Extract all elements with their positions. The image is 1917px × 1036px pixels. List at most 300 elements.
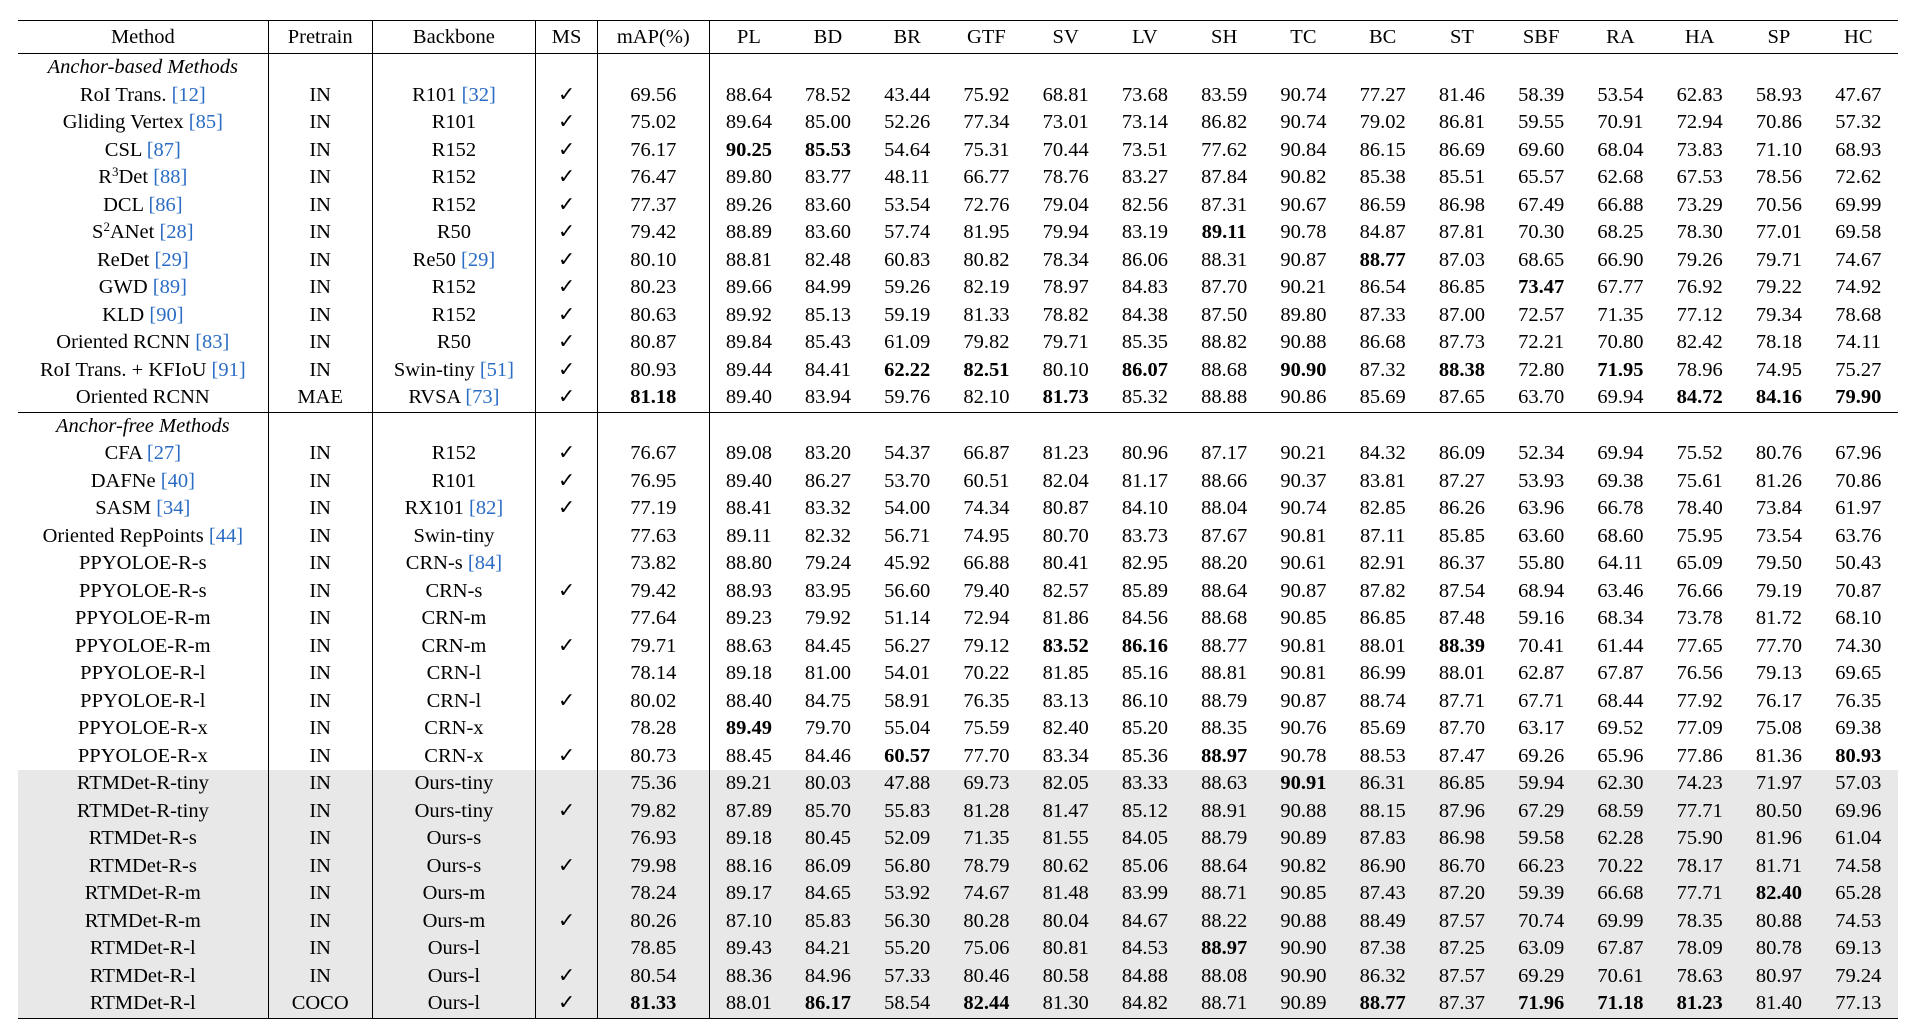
ms-check-cell bbox=[536, 468, 598, 496]
class-ap-cell: 81.30 bbox=[1026, 990, 1105, 1018]
map-cell: 78.85 bbox=[598, 935, 709, 963]
class-ap-cell: 70.56 bbox=[1755, 193, 1802, 216]
class-ap-cell: 87.17 bbox=[1201, 442, 1248, 464]
pretrain-cell: MAE bbox=[268, 384, 372, 412]
method-cell bbox=[18, 935, 268, 963]
class-ap-cell: 77.71 bbox=[1660, 798, 1739, 826]
class-ap-cell: 88.77 bbox=[1359, 248, 1406, 271]
class-ap-cell: 85.32 bbox=[1121, 386, 1168, 408]
method-cell bbox=[18, 495, 268, 523]
class-ap-cell: 88.39 bbox=[1438, 634, 1485, 657]
ms-check-cell bbox=[536, 192, 598, 220]
table-row bbox=[18, 798, 1898, 826]
class-ap-cell: 84.41 bbox=[804, 358, 851, 381]
table-row bbox=[18, 302, 1898, 330]
class-ap-cell: 84.87 bbox=[1359, 221, 1406, 243]
table-row bbox=[18, 853, 1898, 881]
class-ap-cell: 80.93 bbox=[1835, 744, 1882, 767]
class-ap-cell: 87.27 bbox=[1438, 469, 1485, 492]
citation-link[interactable]: [29] bbox=[461, 248, 496, 271]
class-ap-cell: 88.88 bbox=[1201, 386, 1248, 408]
class-ap-cell: 69.94 bbox=[1597, 442, 1644, 464]
class-ap-cell: 66.68 bbox=[1581, 880, 1660, 908]
class-ap-cell: 90.81 bbox=[1280, 634, 1327, 657]
backbone-name: Ours-m bbox=[422, 909, 486, 932]
map-cell: 80.87 bbox=[598, 329, 709, 357]
class-ap-cell: 85.53 bbox=[804, 138, 851, 161]
column-header: BC bbox=[1343, 21, 1422, 54]
class-ap-cell: 79.40 bbox=[963, 579, 1010, 602]
class-ap-cell: 87.10 bbox=[709, 908, 788, 936]
column-header: Backbone bbox=[372, 21, 535, 54]
method-cell bbox=[18, 688, 268, 716]
class-ap-cell: 74.67 bbox=[1835, 248, 1882, 271]
backbone-name: CRN-m bbox=[421, 607, 487, 629]
backbone-name: CRN-s bbox=[425, 579, 483, 602]
class-ap-cell: 78.76 bbox=[1042, 166, 1089, 188]
class-ap-cell: 89.80 bbox=[725, 166, 772, 188]
class-ap-cell: 82.04 bbox=[1042, 469, 1089, 492]
class-ap-cell: 55.80 bbox=[1518, 552, 1565, 574]
ms-check-cell bbox=[536, 550, 598, 578]
class-ap-cell: 82.40 bbox=[1042, 717, 1089, 739]
class-ap-cell: 88.45 bbox=[725, 744, 772, 767]
class-ap-cell: 88.01 bbox=[709, 990, 788, 1018]
citation-link[interactable]: [85] bbox=[188, 111, 223, 133]
class-ap-cell: 84.16 bbox=[1755, 386, 1802, 408]
citation-link[interactable]: [88] bbox=[153, 166, 188, 188]
table-row bbox=[18, 274, 1898, 302]
class-ap-cell: 80.88 bbox=[1739, 908, 1818, 936]
method-name: CSL bbox=[104, 138, 142, 161]
class-ap-cell: 73.29 bbox=[1676, 193, 1723, 216]
column-header: SH bbox=[1185, 21, 1264, 54]
backbone-name: R50 bbox=[436, 221, 472, 243]
class-ap-cell: 90.81 bbox=[1280, 524, 1327, 547]
backbone-cell bbox=[372, 192, 535, 220]
class-ap-cell: 75.59 bbox=[963, 717, 1010, 739]
class-ap-cell: 88.20 bbox=[1201, 552, 1248, 574]
class-ap-cell: 79.26 bbox=[1676, 248, 1723, 271]
backbone-cell bbox=[372, 329, 535, 357]
table-body bbox=[18, 54, 1898, 1019]
class-ap-cell: 78.63 bbox=[1660, 963, 1739, 991]
class-ap-cell: 90.76 bbox=[1280, 717, 1327, 739]
method-cell bbox=[18, 578, 268, 606]
check-icon: ✓ bbox=[558, 909, 576, 932]
class-ap-cell: 81.95 bbox=[963, 221, 1010, 243]
class-ap-cell: 86.69 bbox=[1438, 138, 1485, 161]
class-ap-cell: 88.64 bbox=[725, 83, 772, 106]
pretrain-cell: IN bbox=[268, 440, 372, 468]
class-ap-cell: 74.23 bbox=[1660, 770, 1739, 798]
class-ap-cell: 84.21 bbox=[788, 935, 867, 963]
class-ap-cell: 81.86 bbox=[1042, 607, 1089, 629]
class-ap-cell: 79.70 bbox=[804, 717, 851, 739]
class-ap-cell: 56.27 bbox=[884, 634, 931, 657]
method-name: RTMDet-R-s bbox=[88, 854, 197, 877]
class-ap-cell: 77.71 bbox=[1660, 880, 1739, 908]
class-ap-cell: 55.04 bbox=[884, 717, 931, 739]
citation-link[interactable]: [86] bbox=[148, 193, 183, 216]
class-ap-cell: 90.88 bbox=[1264, 908, 1343, 936]
class-ap-cell: 71.35 bbox=[1597, 303, 1644, 326]
method-cell bbox=[18, 440, 268, 468]
class-ap-cell: 80.62 bbox=[1026, 853, 1105, 881]
class-ap-cell: 69.38 bbox=[1835, 717, 1882, 739]
map-cell: 79.42 bbox=[598, 578, 709, 606]
class-ap-cell: 87.71 bbox=[1438, 689, 1485, 712]
class-ap-cell: 78.82 bbox=[1042, 303, 1089, 326]
citation-link[interactable]: [28] bbox=[159, 221, 194, 243]
class-ap-cell: 69.65 bbox=[1835, 662, 1882, 684]
class-ap-cell: 82.10 bbox=[963, 386, 1010, 408]
class-ap-cell: 62.83 bbox=[1676, 83, 1723, 106]
class-ap-cell: 83.20 bbox=[804, 442, 851, 464]
check-icon: ✓ bbox=[558, 497, 576, 519]
class-ap-cell: 88.22 bbox=[1185, 908, 1264, 936]
class-ap-cell: 77.70 bbox=[1755, 634, 1802, 657]
class-ap-cell: 68.25 bbox=[1597, 221, 1644, 243]
citation-link[interactable]: [27] bbox=[146, 442, 182, 464]
class-ap-cell: 78.96 bbox=[1676, 358, 1723, 381]
citation-link[interactable]: [91] bbox=[211, 358, 246, 381]
citation-link[interactable]: [83] bbox=[195, 331, 230, 353]
map-cell: 77.19 bbox=[598, 495, 709, 523]
class-ap-cell: 89.18 bbox=[709, 825, 788, 853]
class-ap-cell: 90.21 bbox=[1280, 442, 1327, 464]
map-cell: 73.82 bbox=[598, 550, 709, 578]
column-header: TC bbox=[1264, 21, 1343, 54]
class-ap-cell: 56.71 bbox=[884, 524, 931, 547]
class-ap-cell: 88.64 bbox=[1185, 853, 1264, 881]
class-ap-cell: 90.74 bbox=[1280, 111, 1327, 133]
backbone-name: Ours-l bbox=[427, 937, 481, 959]
backbone-cell bbox=[372, 468, 535, 496]
class-ap-cell: 85.00 bbox=[804, 111, 851, 133]
class-ap-cell: 84.75 bbox=[804, 689, 851, 712]
class-ap-cell: 85.16 bbox=[1121, 662, 1168, 684]
class-ap-cell: 88.81 bbox=[1201, 662, 1248, 684]
class-ap-cell: 81.55 bbox=[1026, 825, 1105, 853]
class-ap-cell: 88.68 bbox=[1201, 607, 1248, 629]
map-cell: 80.02 bbox=[598, 688, 709, 716]
citation-link[interactable]: [34] bbox=[156, 497, 191, 519]
class-ap-cell: 56.60 bbox=[884, 579, 931, 602]
class-ap-cell: 88.79 bbox=[1185, 825, 1264, 853]
class-ap-cell: 88.71 bbox=[1185, 990, 1264, 1018]
class-ap-cell: 71.95 bbox=[1597, 358, 1644, 381]
class-ap-cell: 84.46 bbox=[804, 744, 851, 767]
class-ap-cell: 84.05 bbox=[1105, 825, 1184, 853]
method-name: CFA bbox=[104, 442, 142, 464]
class-ap-cell: 72.94 bbox=[1676, 111, 1723, 133]
class-ap-cell: 86.31 bbox=[1343, 770, 1422, 798]
class-ap-cell: 88.15 bbox=[1343, 798, 1422, 826]
table-row bbox=[18, 660, 1898, 688]
check-icon: ✓ bbox=[558, 303, 576, 326]
class-ap-cell: 70.30 bbox=[1518, 221, 1565, 243]
backbone-name: Ours-l bbox=[427, 964, 481, 987]
class-ap-cell: 83.81 bbox=[1359, 469, 1406, 492]
map-cell: 75.36 bbox=[598, 770, 709, 798]
ms-check-cell bbox=[536, 935, 598, 963]
class-ap-cell: 86.85 bbox=[1422, 770, 1501, 798]
column-header: Method bbox=[18, 21, 268, 54]
class-ap-cell: 71.10 bbox=[1755, 138, 1802, 161]
column-header: mAP(%) bbox=[598, 21, 709, 54]
ms-check-cell bbox=[536, 963, 598, 991]
class-ap-cell: 72.57 bbox=[1518, 303, 1565, 326]
class-ap-cell: 83.13 bbox=[1042, 689, 1089, 712]
class-ap-cell: 57.74 bbox=[884, 221, 931, 243]
class-ap-cell: 88.40 bbox=[725, 689, 772, 712]
class-ap-cell: 90.25 bbox=[725, 138, 772, 161]
citation-link[interactable]: [73] bbox=[465, 386, 500, 408]
table-row bbox=[18, 468, 1898, 496]
backbone-cell bbox=[372, 109, 535, 137]
class-ap-cell: 86.81 bbox=[1438, 111, 1485, 133]
backbone-name: Ours-s bbox=[426, 827, 482, 849]
class-ap-cell: 89.26 bbox=[725, 193, 772, 216]
backbone-cell bbox=[372, 853, 535, 881]
method-name: RTMDet-R-s bbox=[88, 827, 197, 849]
class-ap-cell: 89.49 bbox=[725, 717, 772, 739]
class-ap-cell: 81.17 bbox=[1121, 469, 1168, 492]
ms-check-cell bbox=[536, 605, 598, 633]
class-ap-cell: 88.63 bbox=[1185, 770, 1264, 798]
citation-link[interactable]: [90] bbox=[149, 303, 184, 326]
backbone-cell bbox=[372, 219, 535, 247]
method-name: RTMDet-R-l bbox=[89, 992, 196, 1014]
class-ap-cell: 86.98 bbox=[1422, 825, 1501, 853]
class-ap-cell: 87.32 bbox=[1359, 358, 1406, 381]
class-ap-cell: 74.95 bbox=[1755, 358, 1802, 381]
backbone-cell bbox=[372, 137, 535, 165]
class-ap-cell: 81.71 bbox=[1739, 853, 1818, 881]
class-ap-cell: 86.26 bbox=[1438, 497, 1485, 519]
class-ap-cell: 70.22 bbox=[1581, 853, 1660, 881]
pretrain-cell: IN bbox=[268, 274, 372, 302]
ms-check-cell bbox=[536, 880, 598, 908]
backbone-cell bbox=[372, 440, 535, 468]
class-ap-cell: 88.66 bbox=[1201, 469, 1248, 492]
pretrain-cell: IN bbox=[268, 605, 372, 633]
ms-check-cell bbox=[536, 219, 598, 247]
class-ap-cell: 73.51 bbox=[1121, 138, 1168, 161]
class-ap-cell: 84.83 bbox=[1121, 276, 1168, 298]
results-table bbox=[18, 20, 1898, 1019]
class-ap-cell: 52.26 bbox=[884, 111, 931, 133]
citation-link[interactable]: [84] bbox=[467, 552, 503, 574]
method-cell bbox=[18, 825, 268, 853]
pretrain-cell: IN bbox=[268, 329, 372, 357]
class-ap-cell: 75.52 bbox=[1676, 442, 1723, 464]
class-ap-cell: 62.87 bbox=[1518, 662, 1565, 684]
backbone-name: RX101 bbox=[404, 497, 464, 519]
class-ap-cell: 66.88 bbox=[963, 552, 1010, 574]
column-header: PL bbox=[709, 21, 788, 54]
class-ap-cell: 57.32 bbox=[1835, 111, 1882, 133]
class-ap-cell: 87.03 bbox=[1438, 248, 1485, 271]
backbone-name: R152 bbox=[431, 303, 477, 326]
method-cell bbox=[18, 137, 268, 165]
class-ap-cell: 79.24 bbox=[1819, 963, 1898, 991]
check-icon: ✓ bbox=[558, 331, 576, 353]
class-ap-cell: 85.69 bbox=[1359, 717, 1406, 739]
check-icon: ✓ bbox=[558, 166, 576, 188]
class-ap-cell: 79.50 bbox=[1755, 552, 1802, 574]
class-ap-cell: 51.14 bbox=[884, 607, 931, 629]
class-ap-cell: 82.19 bbox=[963, 276, 1010, 298]
class-ap-cell: 89.17 bbox=[709, 880, 788, 908]
class-ap-cell: 87.31 bbox=[1201, 193, 1248, 216]
class-ap-cell: 87.37 bbox=[1422, 990, 1501, 1018]
class-ap-cell: 87.25 bbox=[1422, 935, 1501, 963]
method-cell bbox=[18, 384, 268, 412]
class-ap-cell: 90.87 bbox=[1280, 248, 1327, 271]
table-row bbox=[18, 770, 1898, 798]
class-ap-cell: 88.04 bbox=[1201, 497, 1248, 519]
class-ap-cell: 87.00 bbox=[1438, 303, 1485, 326]
class-ap-cell: 78.34 bbox=[1042, 248, 1089, 271]
class-ap-cell: 53.93 bbox=[1518, 469, 1565, 492]
class-ap-cell: 80.41 bbox=[1042, 552, 1089, 574]
method-name: R bbox=[98, 166, 112, 188]
class-ap-cell: 74.34 bbox=[963, 497, 1010, 519]
class-ap-cell: 73.68 bbox=[1121, 83, 1168, 106]
class-ap-cell: 78.40 bbox=[1676, 497, 1723, 519]
class-ap-cell: 80.50 bbox=[1739, 798, 1818, 826]
column-header: SBF bbox=[1502, 21, 1581, 54]
class-ap-cell: 88.89 bbox=[725, 221, 772, 243]
backbone-name: R101 bbox=[412, 83, 457, 106]
citation-link[interactable]: [12] bbox=[171, 83, 206, 106]
pretrain-cell: IN bbox=[268, 770, 372, 798]
ms-check-cell bbox=[536, 440, 598, 468]
class-ap-cell: 67.53 bbox=[1676, 166, 1723, 188]
class-ap-cell: 88.71 bbox=[1185, 880, 1264, 908]
pretrain-cell: IN bbox=[268, 880, 372, 908]
citation-link[interactable]: [32] bbox=[461, 83, 496, 106]
ms-check-cell bbox=[536, 164, 598, 192]
class-ap-cell: 82.40 bbox=[1739, 880, 1818, 908]
check-icon: ✓ bbox=[558, 248, 576, 271]
method-name: ReDet bbox=[97, 248, 150, 271]
class-ap-cell: 77.13 bbox=[1819, 990, 1898, 1018]
column-header: HC bbox=[1819, 21, 1898, 54]
class-ap-cell: 83.60 bbox=[804, 221, 851, 243]
column-header: GTF bbox=[947, 21, 1026, 54]
class-ap-cell: 87.81 bbox=[1438, 221, 1485, 243]
method-cell bbox=[18, 247, 268, 275]
class-ap-cell: 88.41 bbox=[725, 497, 772, 519]
class-ap-cell: 88.16 bbox=[709, 853, 788, 881]
class-ap-cell: 69.38 bbox=[1597, 469, 1644, 492]
class-ap-cell: 86.59 bbox=[1359, 193, 1406, 216]
class-ap-cell: 58.39 bbox=[1518, 83, 1565, 106]
column-header: Pretrain bbox=[268, 21, 372, 54]
class-ap-cell: 85.06 bbox=[1105, 853, 1184, 881]
backbone-cell bbox=[372, 247, 535, 275]
class-ap-cell: 86.90 bbox=[1343, 853, 1422, 881]
class-ap-cell: 90.89 bbox=[1264, 990, 1343, 1018]
class-ap-cell: 83.77 bbox=[804, 166, 851, 188]
method-name-suffix: Det bbox=[118, 166, 149, 188]
class-ap-cell: 87.67 bbox=[1201, 524, 1248, 547]
table-row bbox=[18, 880, 1898, 908]
class-ap-cell: 61.04 bbox=[1819, 825, 1898, 853]
map-cell: 69.56 bbox=[598, 82, 709, 110]
citation-link[interactable]: [51] bbox=[479, 358, 514, 381]
class-ap-cell: 63.09 bbox=[1502, 935, 1581, 963]
class-ap-cell: 82.57 bbox=[1042, 579, 1089, 602]
method-cell bbox=[18, 633, 268, 661]
class-ap-cell: 85.36 bbox=[1121, 744, 1168, 767]
citation-link[interactable]: [29] bbox=[154, 248, 189, 271]
citation-link[interactable]: [82] bbox=[469, 497, 504, 519]
class-ap-cell: 88.79 bbox=[1201, 689, 1248, 712]
class-ap-cell: 87.84 bbox=[1201, 166, 1248, 188]
class-ap-cell: 88.31 bbox=[1201, 248, 1248, 271]
method-name: RTMDet-R-tiny bbox=[76, 772, 209, 794]
map-cell: 79.98 bbox=[598, 853, 709, 881]
class-ap-cell: 79.02 bbox=[1359, 111, 1406, 133]
backbone-cell bbox=[372, 164, 535, 192]
map-cell: 77.63 bbox=[598, 523, 709, 551]
method-name: Oriented RepPoints bbox=[42, 524, 204, 547]
class-ap-cell: 88.63 bbox=[725, 634, 772, 657]
citation-link[interactable]: [89] bbox=[152, 276, 187, 298]
column-header: MS bbox=[536, 21, 598, 54]
class-ap-cell: 88.91 bbox=[1185, 798, 1264, 826]
pretrain-cell: IN bbox=[268, 578, 372, 606]
method-cell bbox=[18, 908, 268, 936]
map-cell: 79.42 bbox=[598, 219, 709, 247]
class-ap-cell: 76.66 bbox=[1676, 579, 1723, 602]
class-ap-cell: 90.90 bbox=[1264, 935, 1343, 963]
check-icon: ✓ bbox=[558, 634, 576, 657]
class-ap-cell: 88.77 bbox=[1201, 634, 1248, 657]
citation-link[interactable]: [44] bbox=[208, 524, 244, 547]
backbone-name: CRN-l bbox=[426, 689, 482, 712]
citation-link[interactable]: [40] bbox=[160, 469, 195, 492]
table-row bbox=[18, 137, 1898, 165]
class-ap-cell: 48.11 bbox=[884, 166, 930, 188]
class-ap-cell: 88.82 bbox=[1201, 331, 1248, 353]
method-name: RTMDet-R-m bbox=[84, 882, 201, 904]
backbone-cell bbox=[372, 578, 535, 606]
backbone-cell bbox=[372, 82, 535, 110]
citation-link[interactable]: [87] bbox=[146, 138, 181, 161]
class-ap-cell: 63.70 bbox=[1518, 386, 1565, 408]
table-row bbox=[18, 935, 1898, 963]
map-cell: 76.95 bbox=[598, 468, 709, 496]
class-ap-cell: 88.38 bbox=[1438, 358, 1485, 381]
class-ap-cell: 89.23 bbox=[725, 607, 772, 629]
backbone-cell bbox=[372, 495, 535, 523]
class-ap-cell: 74.58 bbox=[1819, 853, 1898, 881]
pretrain-cell: IN bbox=[268, 798, 372, 826]
class-ap-cell: 55.83 bbox=[868, 798, 947, 826]
pretrain-cell: IN bbox=[268, 219, 372, 247]
class-ap-cell: 84.82 bbox=[1105, 990, 1184, 1018]
class-ap-cell: 74.53 bbox=[1819, 908, 1898, 936]
table-row bbox=[18, 633, 1898, 661]
class-ap-cell: 86.70 bbox=[1422, 853, 1501, 881]
class-ap-cell: 77.12 bbox=[1676, 303, 1723, 326]
class-ap-cell: 86.17 bbox=[788, 990, 867, 1018]
